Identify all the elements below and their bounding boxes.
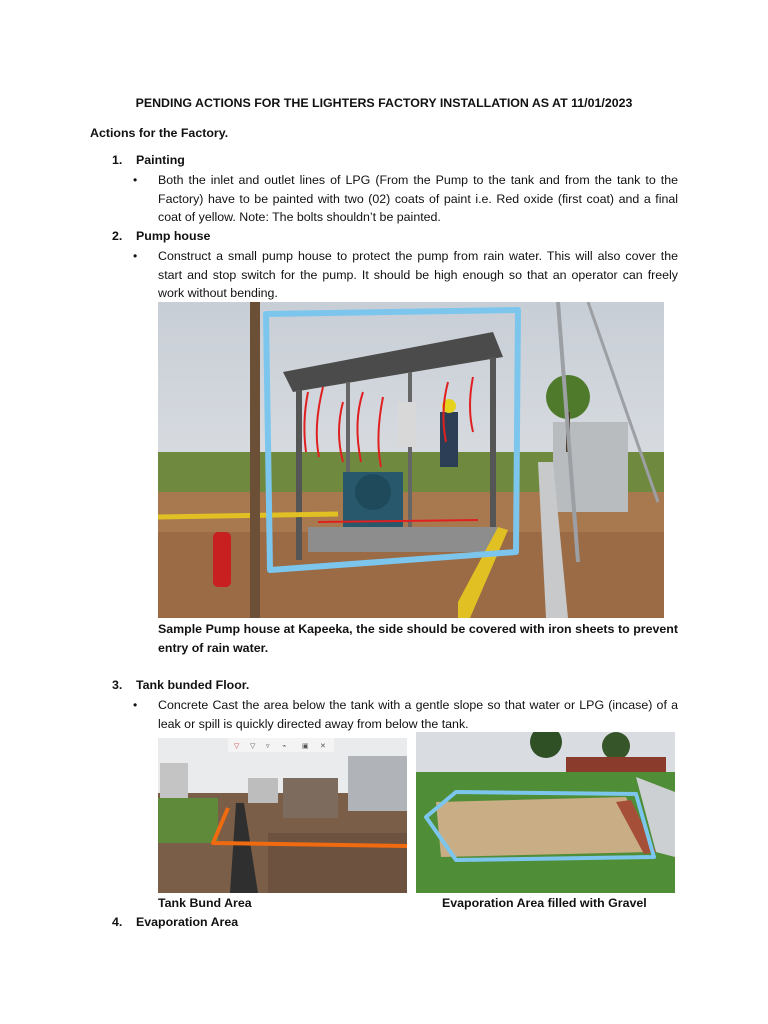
item-2-text: Construct a small pump house to protect the pump from rain water. This will also cover the start and stop switch for the pump. It should be high enough so that an operator can freely work without bending.	[158, 249, 678, 300]
tank-bund-caption: Tank Bund Area	[158, 896, 252, 910]
item-4-label: Evaporation Area	[136, 915, 239, 929]
item-1-text: Both the inlet and outlet lines of LPG (From the Pump to the tank and from the tank to the Factory) have to be painted with two (02) coats of paint i.e. Red oxide (first coat) and a final coat of yellow. Note: The bolts shouldn’t be painted.	[158, 173, 678, 224]
page-title: PENDING ACTIONS FOR THE LIGHTERS FACTORY INSTALLATION AS AT 11/01/2023	[135, 96, 633, 110]
svg-text:▽: ▽	[250, 742, 256, 750]
section-heading: Actions for the Factory.	[90, 126, 229, 140]
pump-house-photo	[158, 302, 664, 618]
item-2-number: 2.	[112, 229, 123, 243]
svg-text:▣: ▣	[302, 742, 309, 750]
item-3-number: 3.	[112, 678, 123, 692]
item-1-number: 1.	[112, 153, 123, 167]
evaporation-area-caption: Evaporation Area filled with Gravel	[442, 896, 647, 910]
item-4-number: 4.	[112, 915, 123, 929]
item-1-label: Painting	[136, 153, 185, 167]
bullet-icon: •	[133, 173, 138, 187]
svg-text:▿: ▿	[266, 742, 270, 750]
item-3-text: Concrete Cast the area below the tank with a gentle slope so that water or LPG (incase) of a leak or spill is quickly directed away from below the tank.	[158, 698, 678, 731]
tank-bund-photo	[158, 738, 407, 893]
svg-text:▽: ▽	[234, 742, 240, 750]
svg-text:⌁: ⌁	[282, 742, 287, 750]
svg-text:✕: ✕	[320, 742, 326, 750]
evaporation-area-photo	[416, 732, 675, 893]
bullet-icon: •	[133, 249, 138, 263]
item-3-label: Tank bunded Floor.	[136, 678, 250, 692]
bullet-icon: •	[133, 698, 138, 712]
pump-house-caption: Sample Pump house at Kapeeka, the side should be covered with iron sheets to prevent entry of rain water.	[158, 622, 678, 655]
item-2-label: Pump house	[136, 229, 211, 243]
